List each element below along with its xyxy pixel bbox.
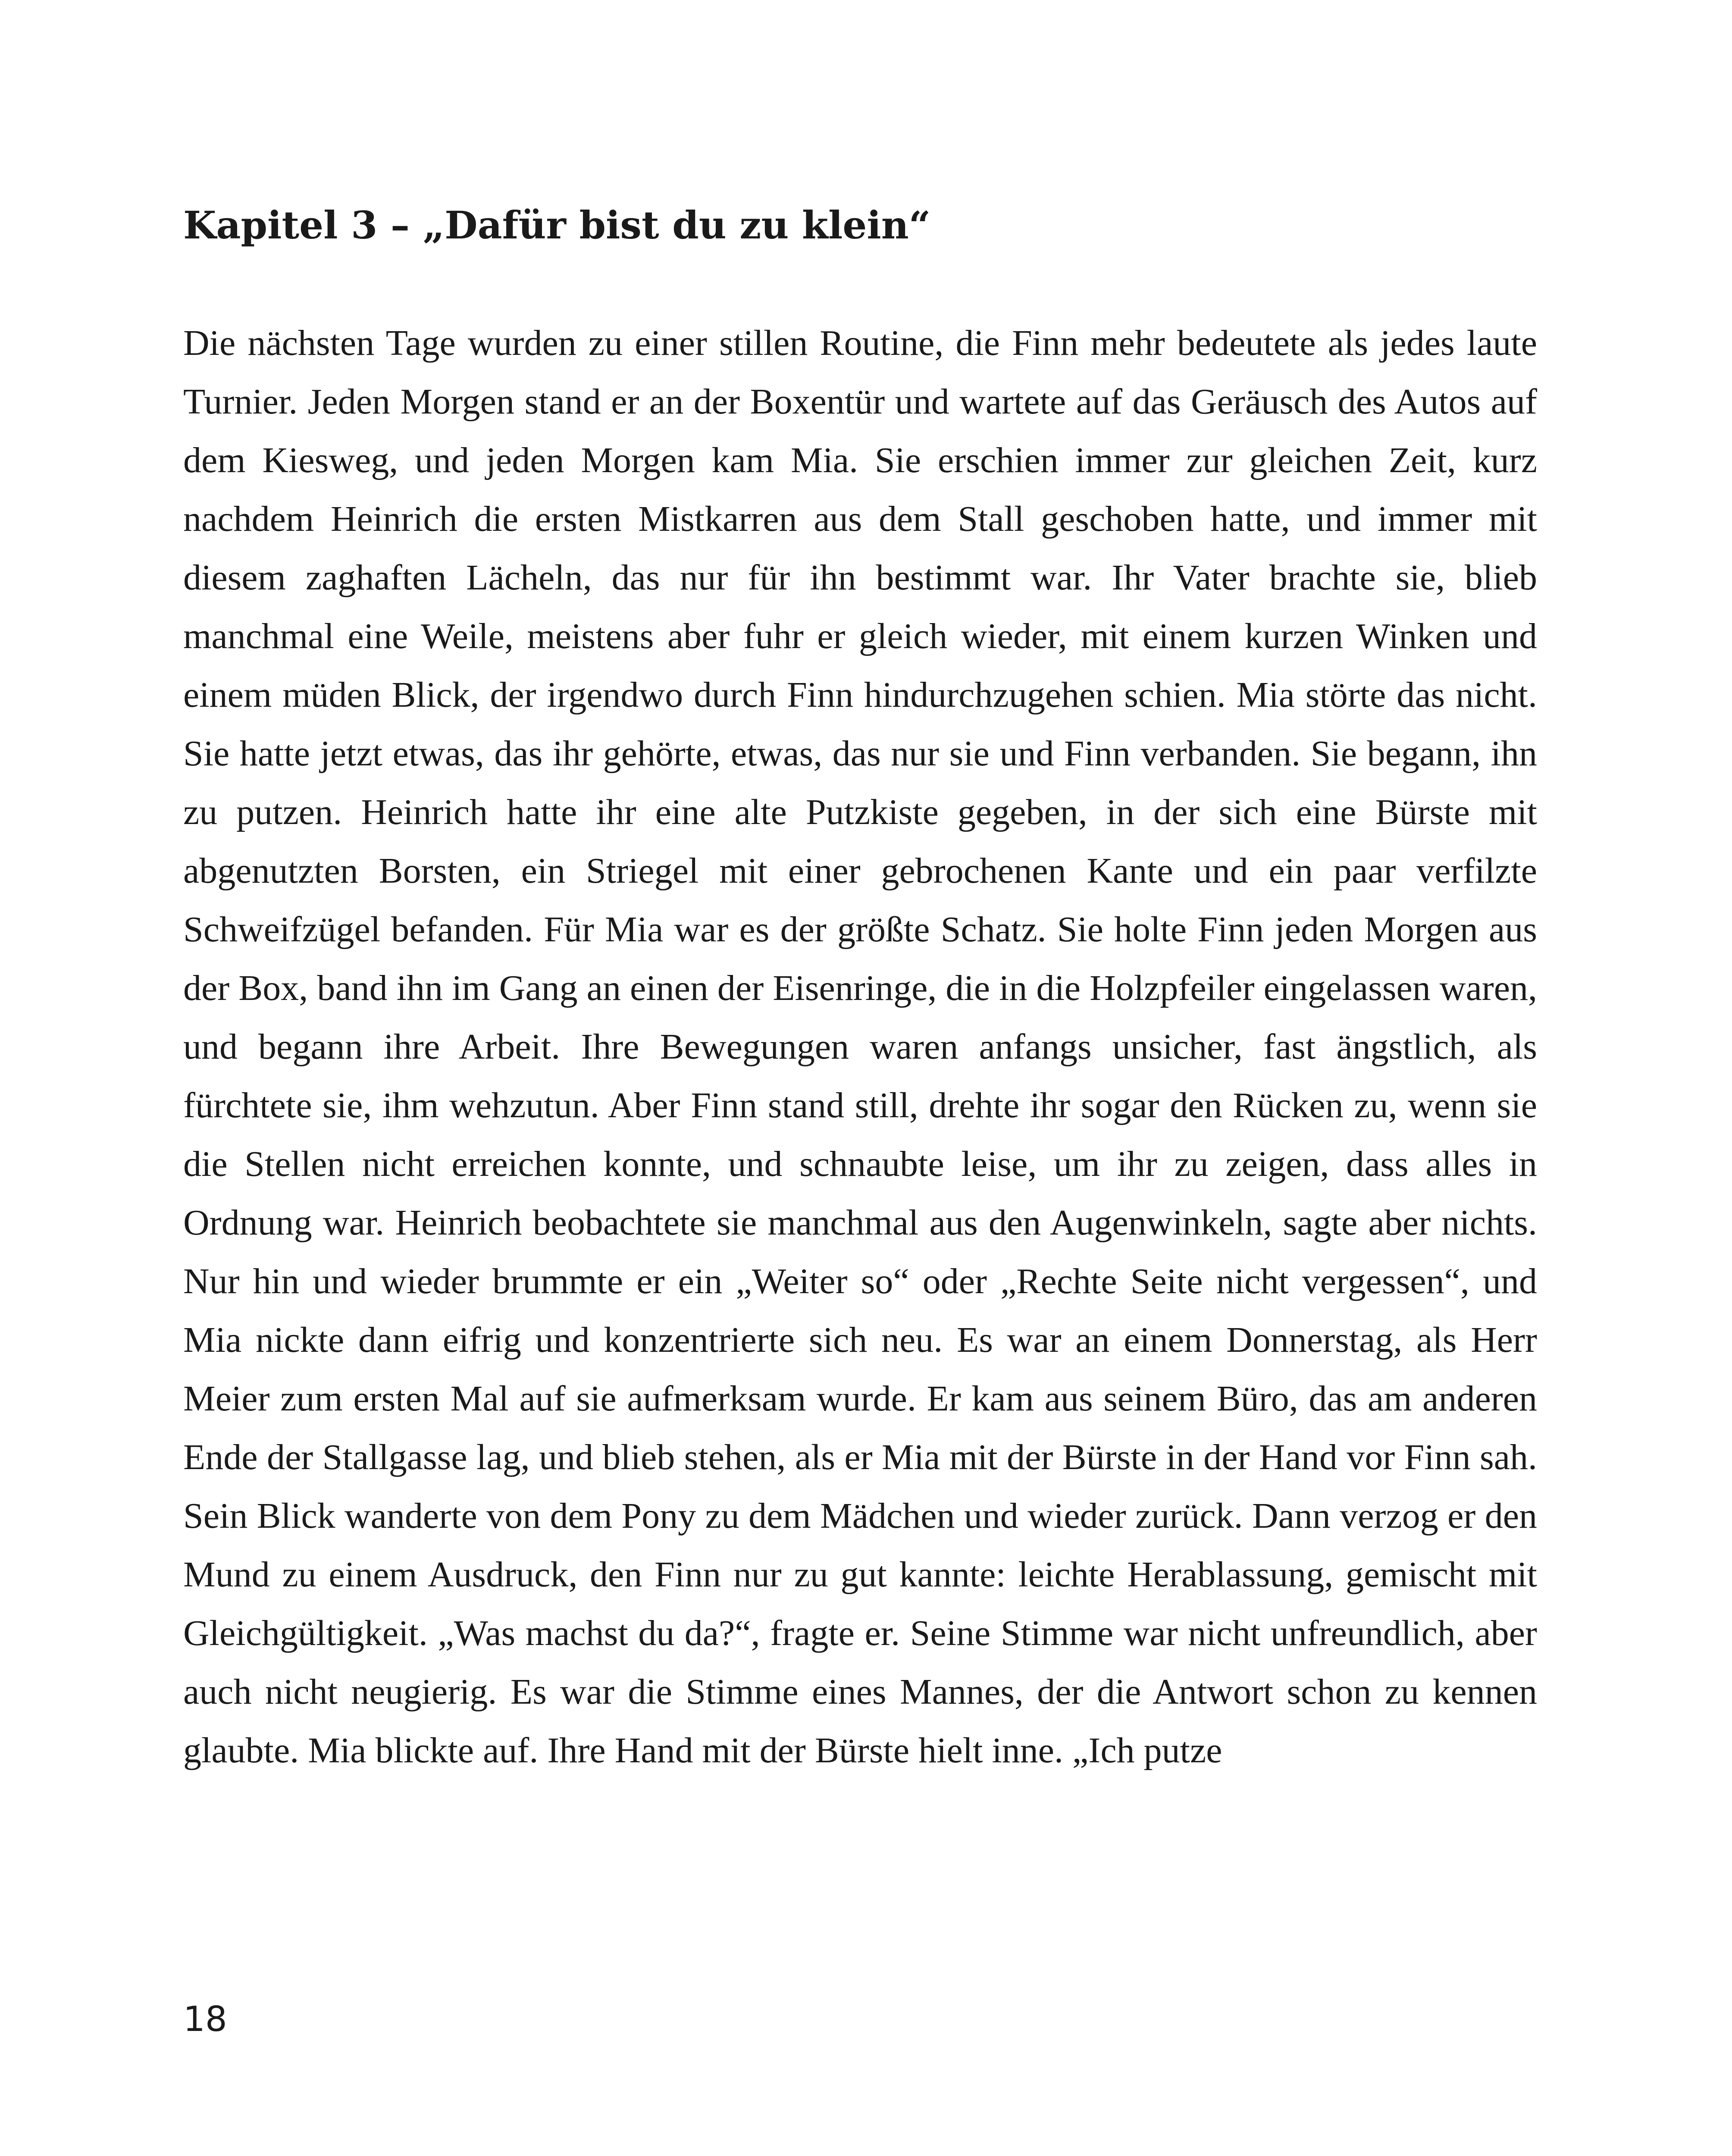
chapter-body-text: Die nächsten Tage wurden zu einer stillen Routine, die Finn mehr bedeutete als jedes laute Turnier. Jeden Morgen stand er an der Boxentür und wartete auf das Geräusch des Autos auf dem Kiesweg, und jeden Morgen kam Mia. Sie erschien immer zur gleichen Zeit, kurz nachdem Heinrich die ersten Mistkarren aus dem Stall geschoben hatte, und immer mit diesem zaghaften Lächeln, das nur für ihn bestimmt war. Ihr Vater brachte sie, blieb manchmal eine Weile, meistens aber fuhr er gleich wieder, mit einem kurzen Winken und einem müden Blick, der irgendwo durch Finn hindurchzugehen schien. Mia störte das nicht. Sie hatte jetzt etwas, das ihr gehörte, etwas, das nur sie und Finn verbanden. Sie begann, ihn zu putzen. Heinrich hatte ihr eine alte Putzkiste gegeben, in der sich eine Bürste mit abgenutzten Borsten, ein Striegel mit einer gebrochenen Kante und ein paar verfilzte Schweifzügel befanden. Für Mia war es der größte Schatz. Sie holte Finn jeden Morgen aus der Box, band ihn im Gang an einen der Eisenringe, die in die Holzpfeiler eingelassen waren, und begann ihre Arbeit. Ihre Bewegungen waren anfangs unsicher, fast ängstlich, als fürchtete sie, ihm wehzutun. Aber Finn stand still, drehte ihr sogar den Rücken zu, wenn sie die Stellen nicht erreichen konnte, und schnaubte leise, um ihr zu zeigen, dass alles in Ordnung war. Heinrich beobachtete sie manchmal aus den Augenwinkeln, sagte aber nichts. Nur hin und wieder brummte er ein „Weiter so“ oder „Rechte Seite nicht vergessen“, und Mia nickte dann eifrig und konzentrierte sich neu. Es war an einem Donnerstag, als Herr Meier zum ersten Mal auf sie aufmerksam wurde. Er kam aus seinem Büro, das am anderen Ende der Stallgasse lag, und blieb stehen, als er Mia mit der Bürste in der Hand vor Finn sah. Sein Blick wanderte von dem Pony zu dem Mädchen und wieder zurück. Dann verzog er den Mund zu einem Ausdruck, den Finn nur zu gut kannte: leichte Herablassung, gemischt mit Gleichgültigkeit. „Was machst du da?“, fragte er. Seine Stimme war nicht unfreundlich, aber auch nicht neugierig. Es war die Stimme eines Mannes, der die Antwort schon zu kennen glaubte. Mia blickte auf. Ihre Hand mit der Bürste hielt inne. „Ich putze	[183, 323, 1537, 1771]
chapter-title: Kapitel 3 – „Dafür bist du zu klein“	[183, 203, 931, 248]
page-number: 18	[183, 1999, 227, 2039]
